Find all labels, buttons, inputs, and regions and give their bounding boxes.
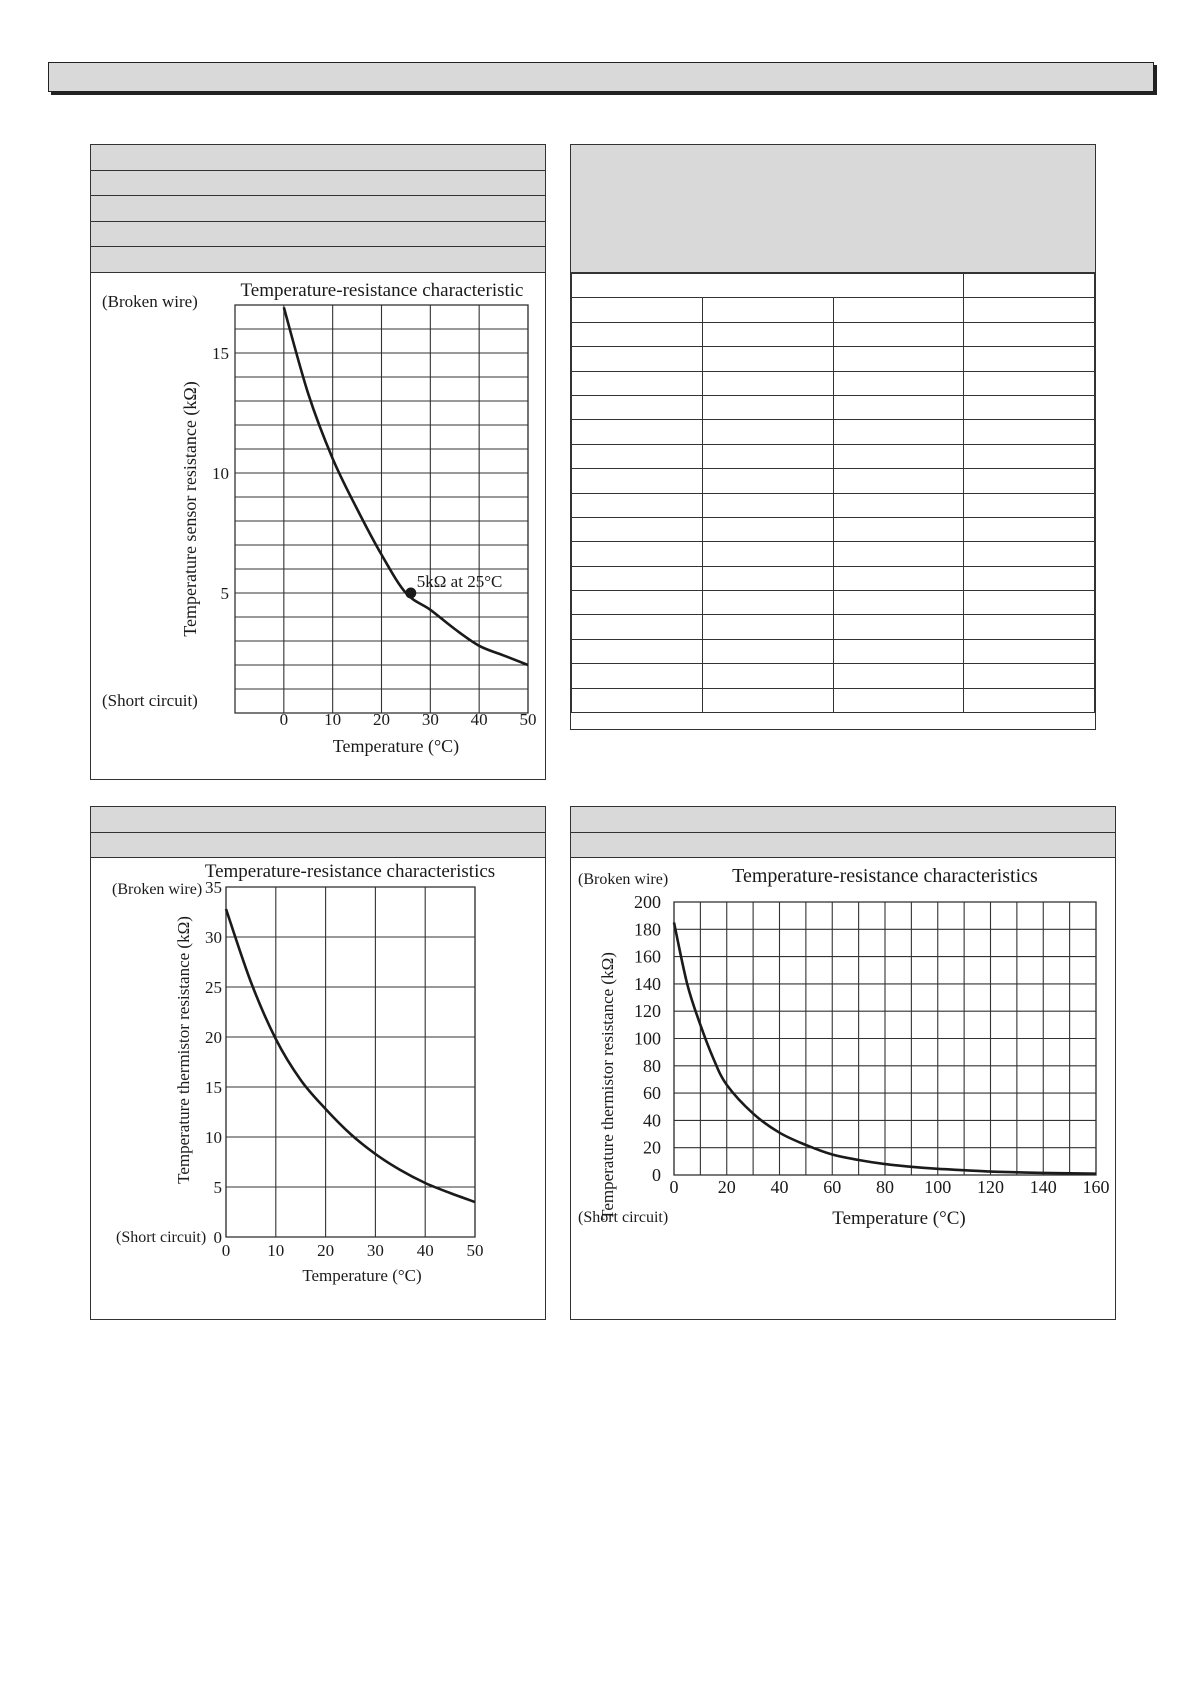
chart2-x-tick-label: 30: [366, 1241, 384, 1260]
chart3-x-tick-label: 100: [924, 1177, 952, 1197]
chart1-x-axis-label: Temperature (°C): [332, 736, 460, 756]
chart2-broken-wire-label: (Broken wire): [112, 881, 203, 898]
chart3-y-tick-label: 40: [643, 1110, 661, 1131]
chart1-x-tick-label: 30: [421, 710, 439, 729]
chart3-y-tick-label: 180: [634, 919, 661, 940]
chart3-y-tick-label: 80: [643, 1055, 661, 1076]
chart2-x-tick-label: 40: [416, 1241, 434, 1260]
chart3-x-tick-label: 20: [717, 1177, 736, 1197]
chart3-y-tick-label: 100: [634, 1028, 661, 1049]
chart2-y-tick-label: 25: [205, 978, 222, 997]
chart3-y-axis-label: Temperature thermistor resistance (kΩ): [598, 952, 617, 1220]
chart2-y-tick-label: 20: [205, 1028, 222, 1047]
chart3-y-tick-label: 200: [634, 892, 661, 912]
chart2-x-axis-label: Temperature (°C): [302, 1266, 422, 1285]
chart2-y-tick-label: 35: [205, 878, 222, 897]
chart2-x-tick-label: 20: [317, 1241, 335, 1260]
chart2-x-tick-label: 50: [466, 1241, 484, 1260]
chart2-x-tick-label: 0: [221, 1241, 231, 1260]
chart3-y-tick-label: 0: [652, 1165, 661, 1185]
chart1-y-tick-label: 10: [212, 464, 229, 483]
chart1-reference-point-label: 5kΩ at 25°C: [416, 572, 503, 591]
chart2-y-tick-label: 10: [205, 1128, 222, 1147]
chart1-x-tick-label: 20: [373, 710, 390, 729]
chart1-y-tick-label: 5: [220, 584, 229, 603]
chart3-x-tick-label: 160: [1082, 1177, 1110, 1197]
chart2-y-tick-label: 30: [205, 928, 222, 947]
chart2-y-axis-label: Temperature thermistor resistance (kΩ): [174, 916, 193, 1184]
chart2-y-tick-label: 5: [213, 1178, 222, 1197]
chart2-y-tick-label: 0: [213, 1228, 222, 1247]
chart3-title: Temperature-resistance characteristics: [732, 865, 1038, 887]
chart1-x-tick-label: 0: [279, 710, 289, 729]
chart3-y-tick-label: 160: [634, 946, 661, 967]
chart1-y-axis-label: Temperature sensor resistance (kΩ): [180, 381, 200, 637]
chart3-x-tick-label: 80: [876, 1177, 894, 1197]
chart3-y-tick-label: 60: [643, 1083, 661, 1104]
chart1-x-tick-label: 10: [324, 710, 342, 729]
chart3-x-tick-label: 120: [977, 1177, 1004, 1197]
chart3-x-tick-label: 0: [669, 1177, 679, 1197]
chart3-broken-wire-label: (Broken wire): [578, 871, 669, 888]
chart3-x-axis-label: Temperature (°C): [832, 1208, 966, 1229]
chart2-short-circuit-label: (Short circuit): [116, 1229, 207, 1246]
chart3-y-tick-label: 120: [634, 1001, 661, 1022]
chart1-x-tick-label: 50: [519, 710, 537, 729]
chart2-title: Temperature-resistance characteristics: [204, 861, 496, 882]
chart1-short-circuit-label: (Short circuit): [102, 691, 198, 710]
chart1-title: Temperature-resistance characteristic: [240, 280, 524, 301]
chart2-x-tick-label: 10: [267, 1241, 285, 1260]
chart3-y-tick-label: 20: [643, 1137, 661, 1158]
chart1-y-tick-label: 15: [212, 344, 229, 363]
chart2-y-tick-label: 15: [205, 1078, 222, 1097]
chart3-short-circuit-label: (Short circuit): [578, 1209, 669, 1226]
chart3-y-tick-label: 140: [634, 973, 661, 994]
chart3-x-tick-label: 40: [770, 1177, 789, 1197]
chart1-broken-wire-label: (Broken wire): [102, 292, 198, 311]
chart3-x-tick-label: 140: [1029, 1177, 1057, 1197]
chart3-x-tick-label: 60: [823, 1177, 842, 1197]
chart1-x-tick-label: 40: [470, 710, 488, 729]
